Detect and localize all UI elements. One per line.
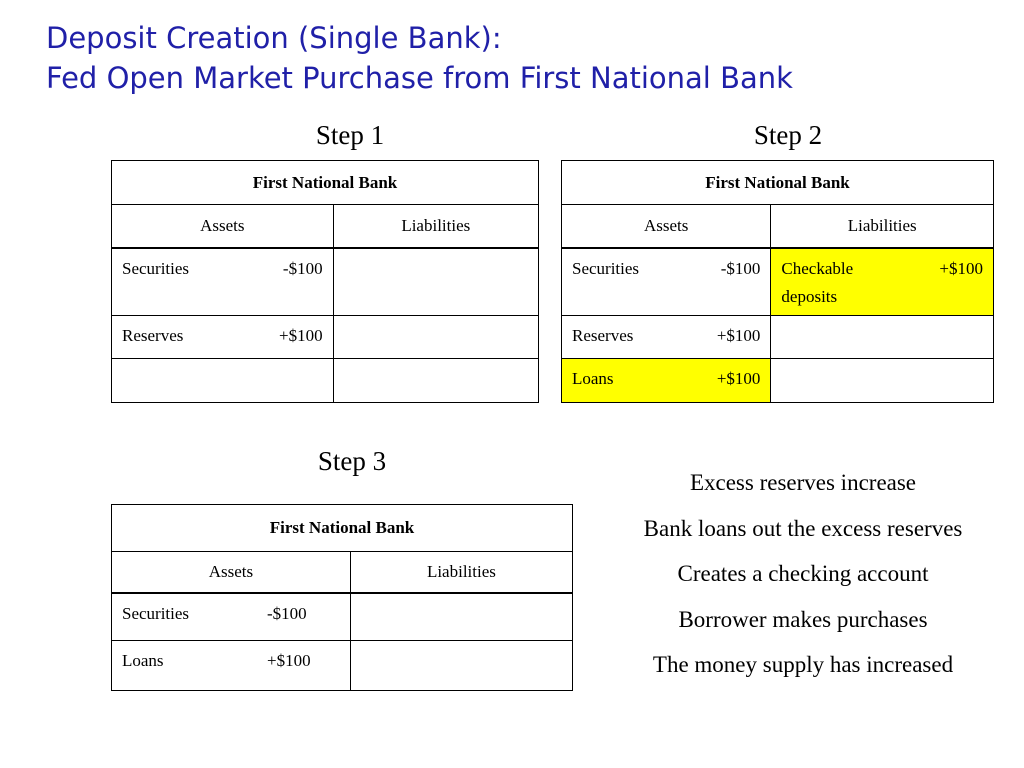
asset-label: Loans xyxy=(572,369,614,388)
asset-value: +$100 xyxy=(267,651,311,670)
asset-value: -$100 xyxy=(720,258,761,278)
asset-label: Reserves xyxy=(572,326,634,345)
explanation-item: Excess reserves increase xyxy=(689,470,917,495)
asset-cell xyxy=(562,316,771,359)
slide-title xyxy=(46,18,793,98)
asset-value: +$100 xyxy=(716,326,761,345)
liability-cell xyxy=(771,316,994,359)
t-account-bank-name: First National Bank xyxy=(562,161,994,205)
step-1-label: Step 1 xyxy=(315,120,385,150)
asset-value: +$100 xyxy=(716,369,761,388)
liabilities-header: Liabilities xyxy=(350,552,572,593)
liabilities-header: Liabilities xyxy=(333,205,538,248)
asset-label: Reserves xyxy=(122,326,184,345)
explanation-item: Bank loans out the excess reserves xyxy=(643,515,963,541)
liabilities-header: Liabilities xyxy=(771,205,994,248)
asset-cell xyxy=(562,248,771,316)
asset-cell xyxy=(112,359,334,403)
t-account-bank-name: First National Bank xyxy=(112,161,539,205)
liability-label: Checkable deposits xyxy=(781,258,854,306)
step-1-t-account xyxy=(111,160,539,403)
liability-cell xyxy=(333,248,538,316)
slide-title-line-2: Fed Open Market Purchase from First National Bank xyxy=(46,61,793,95)
explanation-item: Creates a checking account xyxy=(677,561,929,586)
asset-value: +$100 xyxy=(278,326,323,345)
asset-cell xyxy=(112,248,334,316)
asset-cell xyxy=(112,316,334,359)
asset-label: Securities xyxy=(122,258,190,278)
assets-header: Assets xyxy=(562,205,771,248)
assets-header: Assets xyxy=(112,552,351,593)
step-2-label: Step 2 xyxy=(753,120,823,150)
asset-label: Securities xyxy=(122,603,190,623)
asset-label: Securities xyxy=(572,258,640,278)
explanation-list xyxy=(590,462,1016,690)
explanation-item: The money supply has increased xyxy=(652,652,954,677)
liability-cell xyxy=(771,359,994,403)
liability-cell xyxy=(333,359,538,403)
explanation-item: Borrower makes purchases xyxy=(678,606,928,632)
liability-cell xyxy=(333,316,538,359)
t-account-bank-name: First National Bank xyxy=(112,505,573,552)
asset-cell xyxy=(112,593,351,641)
step-3-label: Step 3 xyxy=(317,446,387,476)
asset-cell xyxy=(112,641,351,691)
step-3-t-account xyxy=(111,504,573,691)
assets-header: Assets xyxy=(112,205,334,248)
asset-value: -$100 xyxy=(282,258,323,278)
slide-title-line-1: Deposit Creation (Single Bank): xyxy=(46,21,502,55)
liability-cell-highlighted xyxy=(771,248,994,316)
asset-label: Loans xyxy=(122,651,164,670)
liability-value: +$100 xyxy=(939,258,983,278)
asset-cell-highlighted xyxy=(562,359,771,403)
asset-value: -$100 xyxy=(267,603,307,623)
step-2-t-account xyxy=(561,160,994,403)
liability-cell xyxy=(350,593,572,641)
liability-cell xyxy=(350,641,572,691)
